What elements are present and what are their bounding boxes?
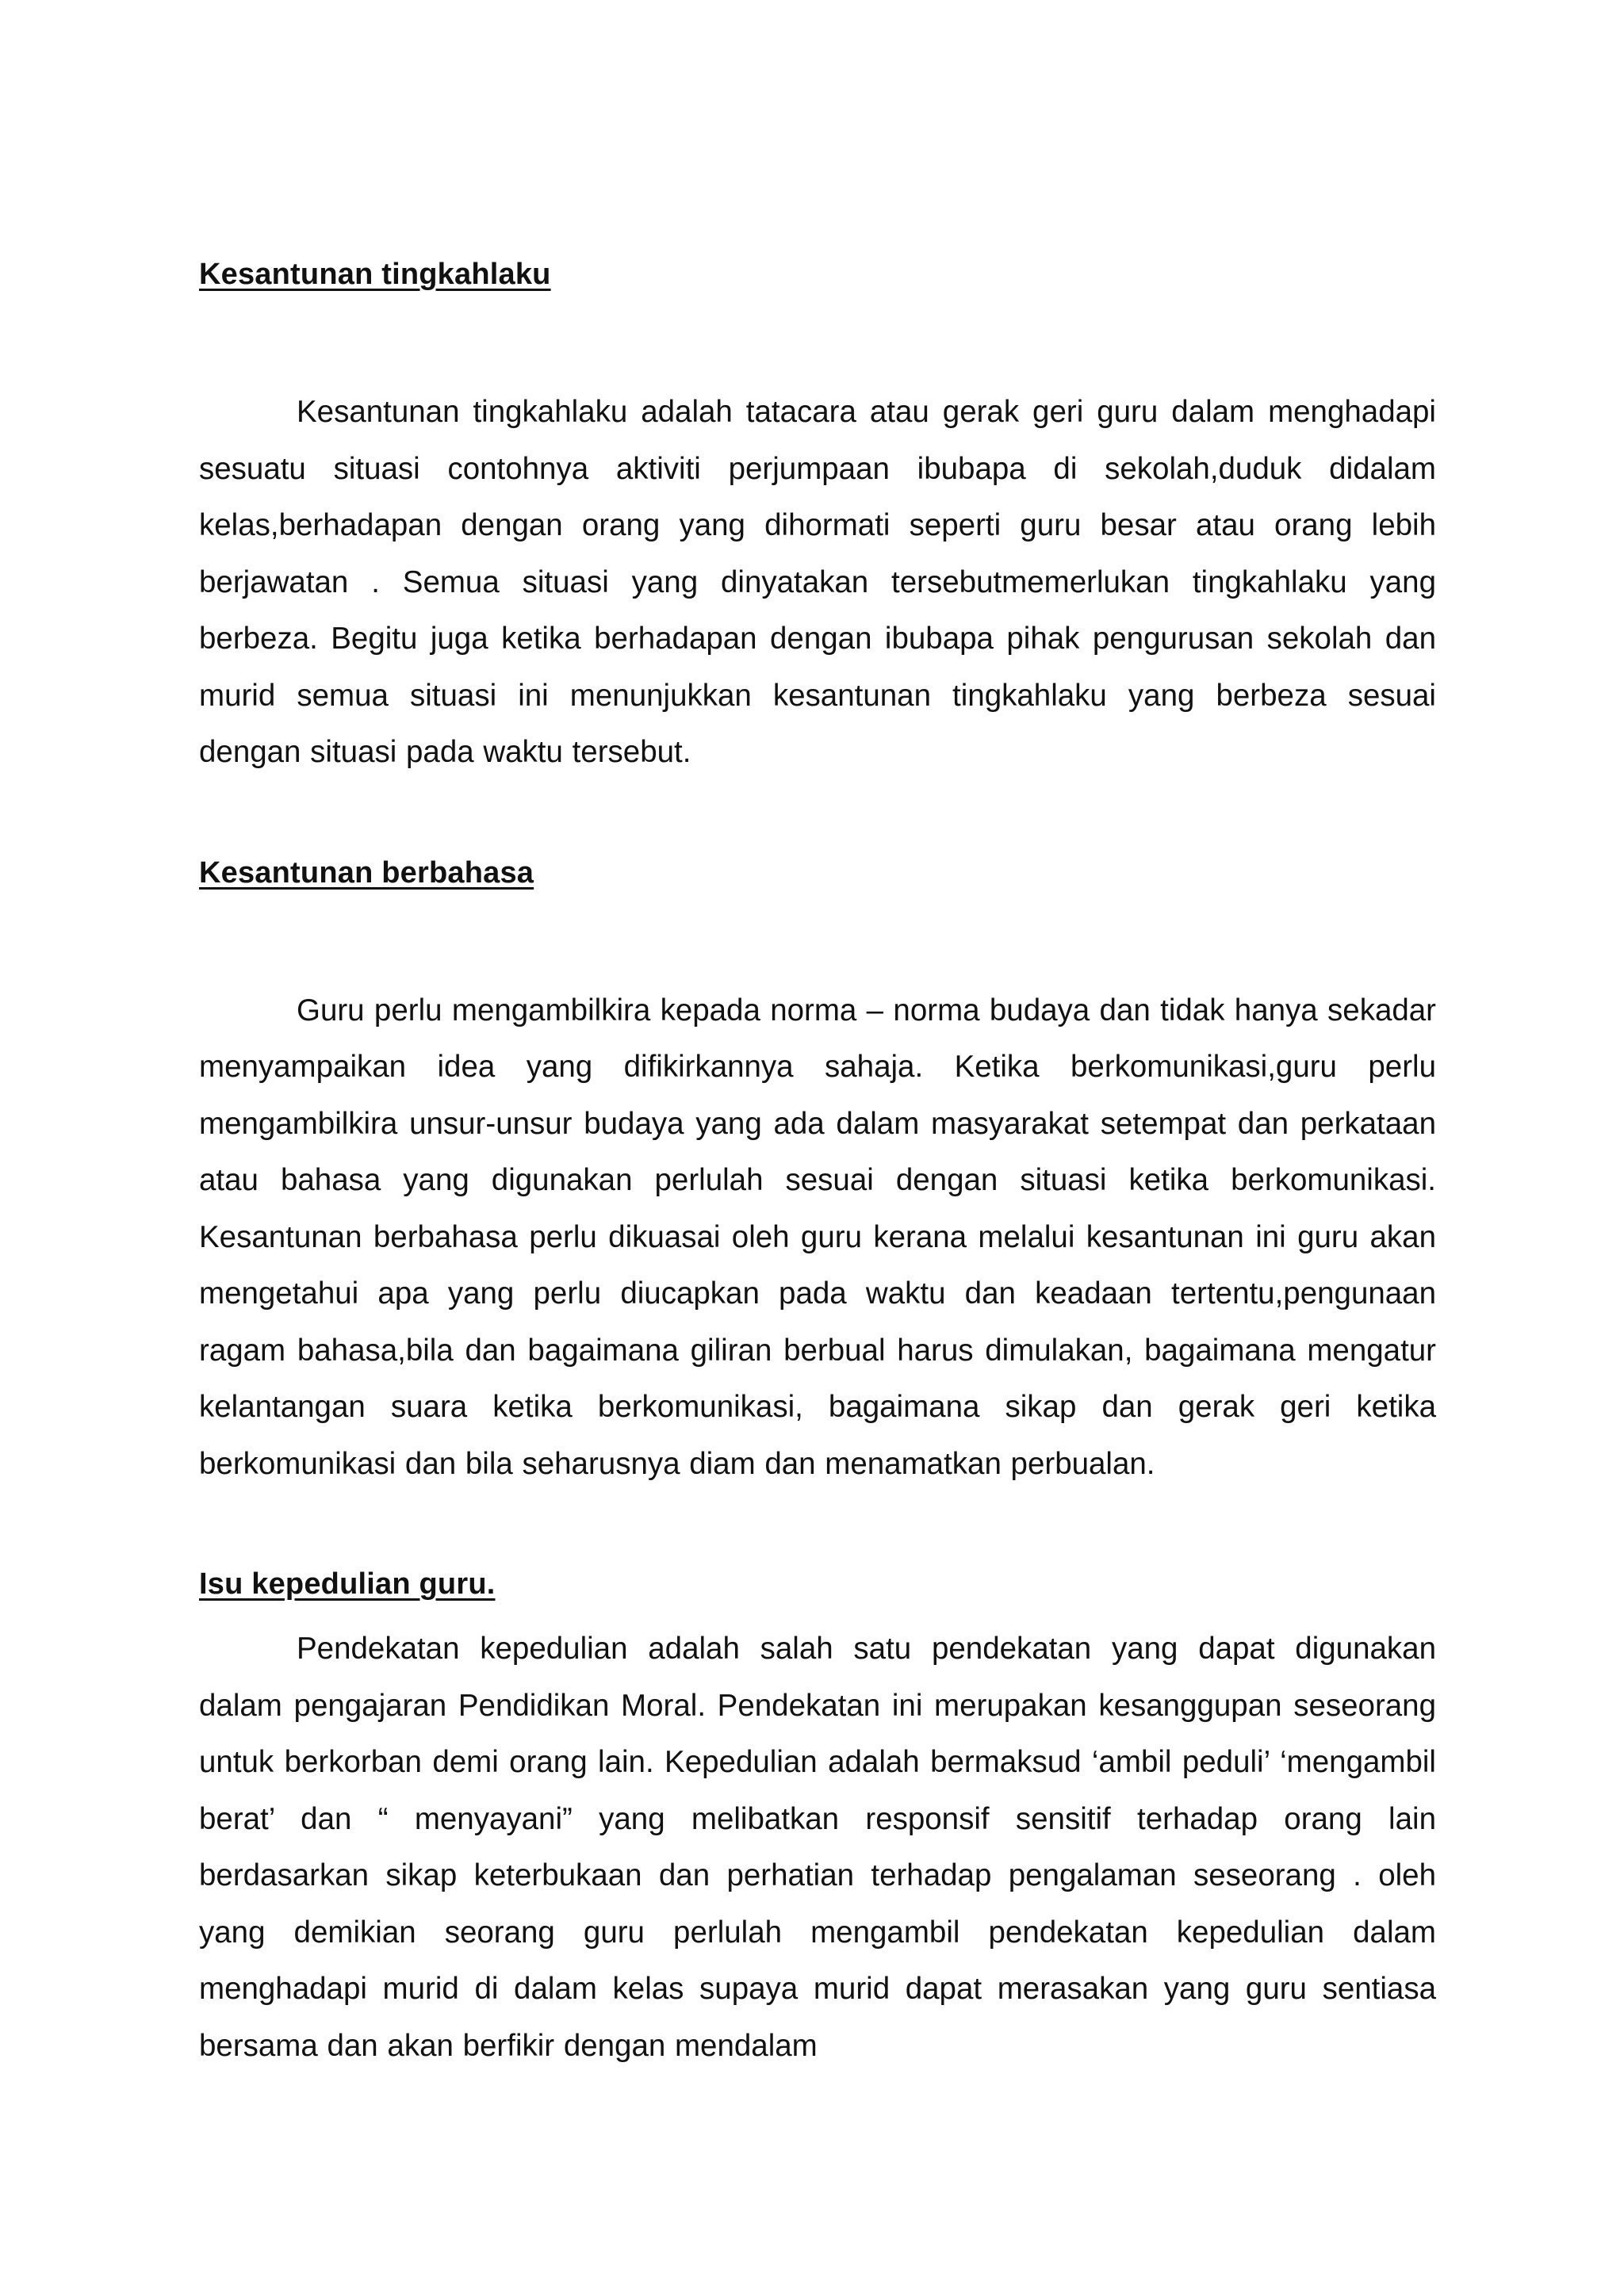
section-heading-kesantunan-tingkahlaku: Kesantunan tingkahlaku: [199, 258, 551, 291]
document-body: [199, 238, 1436, 2074]
section-paragraph-isu-kepedulian-guru: Pendekatan kepedulian adalah salah satu pendekatan yang dapat digunakan dalam pengajaran Pendidikan Moral. Pendekatan ini merupakan kesanggupan seseorang untuk berkorban demi orang lain. Kepedulian adalah bermaksud ‘ambil peduli’ ‘mengambil berat’ dan “ menyayani” yang melibatkan responsif sensitif terhadap orang lain berdasarkan sikap keterbukaan dan perhatian terhadap pengalaman seseorang . oleh yang demikian seorang guru perlulah mengambil pendekatan kepedulian dalam menghadapi murid di dalam kelas supaya murid dapat merasakan yang guru sentiasa bersama dan akan berfikir dengan mendalam: [199, 1632, 1436, 2063]
section-paragraph-kesantunan-berbahasa: Guru perlu mengambilkira kepada norma – norma budaya dan tidak hanya sekadar menyampaikan idea yang difikirkannya sahaja. Ketika berkomunikasi,guru perlu mengambilkira unsur-unsur budaya yang ada dalam masyarakat setempat dan perkataan atau bahasa yang digunakan perlulah sesuai dengan situasi ketika berkomunikasi. Kesantunan berbahasa perlu dikuasai oleh guru kerana melalui kesantunan ini guru akan mengetahui apa yang perlu diucapkan pada waktu dan keadaan tertentu,pengunaan ragam bahasa,bila dan bagaimana giliran berbual harus dimulakan, bagaimana mengatur kelantangan suara ketika berkomunikasi, bagaimana sikap dan gerak geri ketika berkomunikasi dan bila seharusnya diam dan menamatkan perbualan.: [199, 993, 1436, 1481]
section-heading-kesantunan-berbahasa: Kesantunan berbahasa: [199, 855, 534, 890]
section-paragraph-kesantunan-tingkahlaku: Kesantunan tingkahlaku adalah tatacara atau gerak geri guru dalam menghadapi sesuatu situasi contohnya aktiviti perjumpaan ibubapa di sekolah,duduk didalam kelas,berhadapan dengan orang yang dihormati seperti guru besar atau orang lebih berjawatan . Semua situasi yang dinyatakan tersebutmemerlukan tingkahlaku yang berbeza. Begitu juga ketika berhadapan dengan ibubapa pihak pengurusan sekolah dan murid semua situasi ini menunjukkan kesantunan tingkahlaku yang berbeza sesuai dengan situasi pada waktu tersebut.: [199, 395, 1436, 769]
section-heading-isu-kepedulian-guru: Isu kepedulian guru.: [199, 1567, 496, 1601]
